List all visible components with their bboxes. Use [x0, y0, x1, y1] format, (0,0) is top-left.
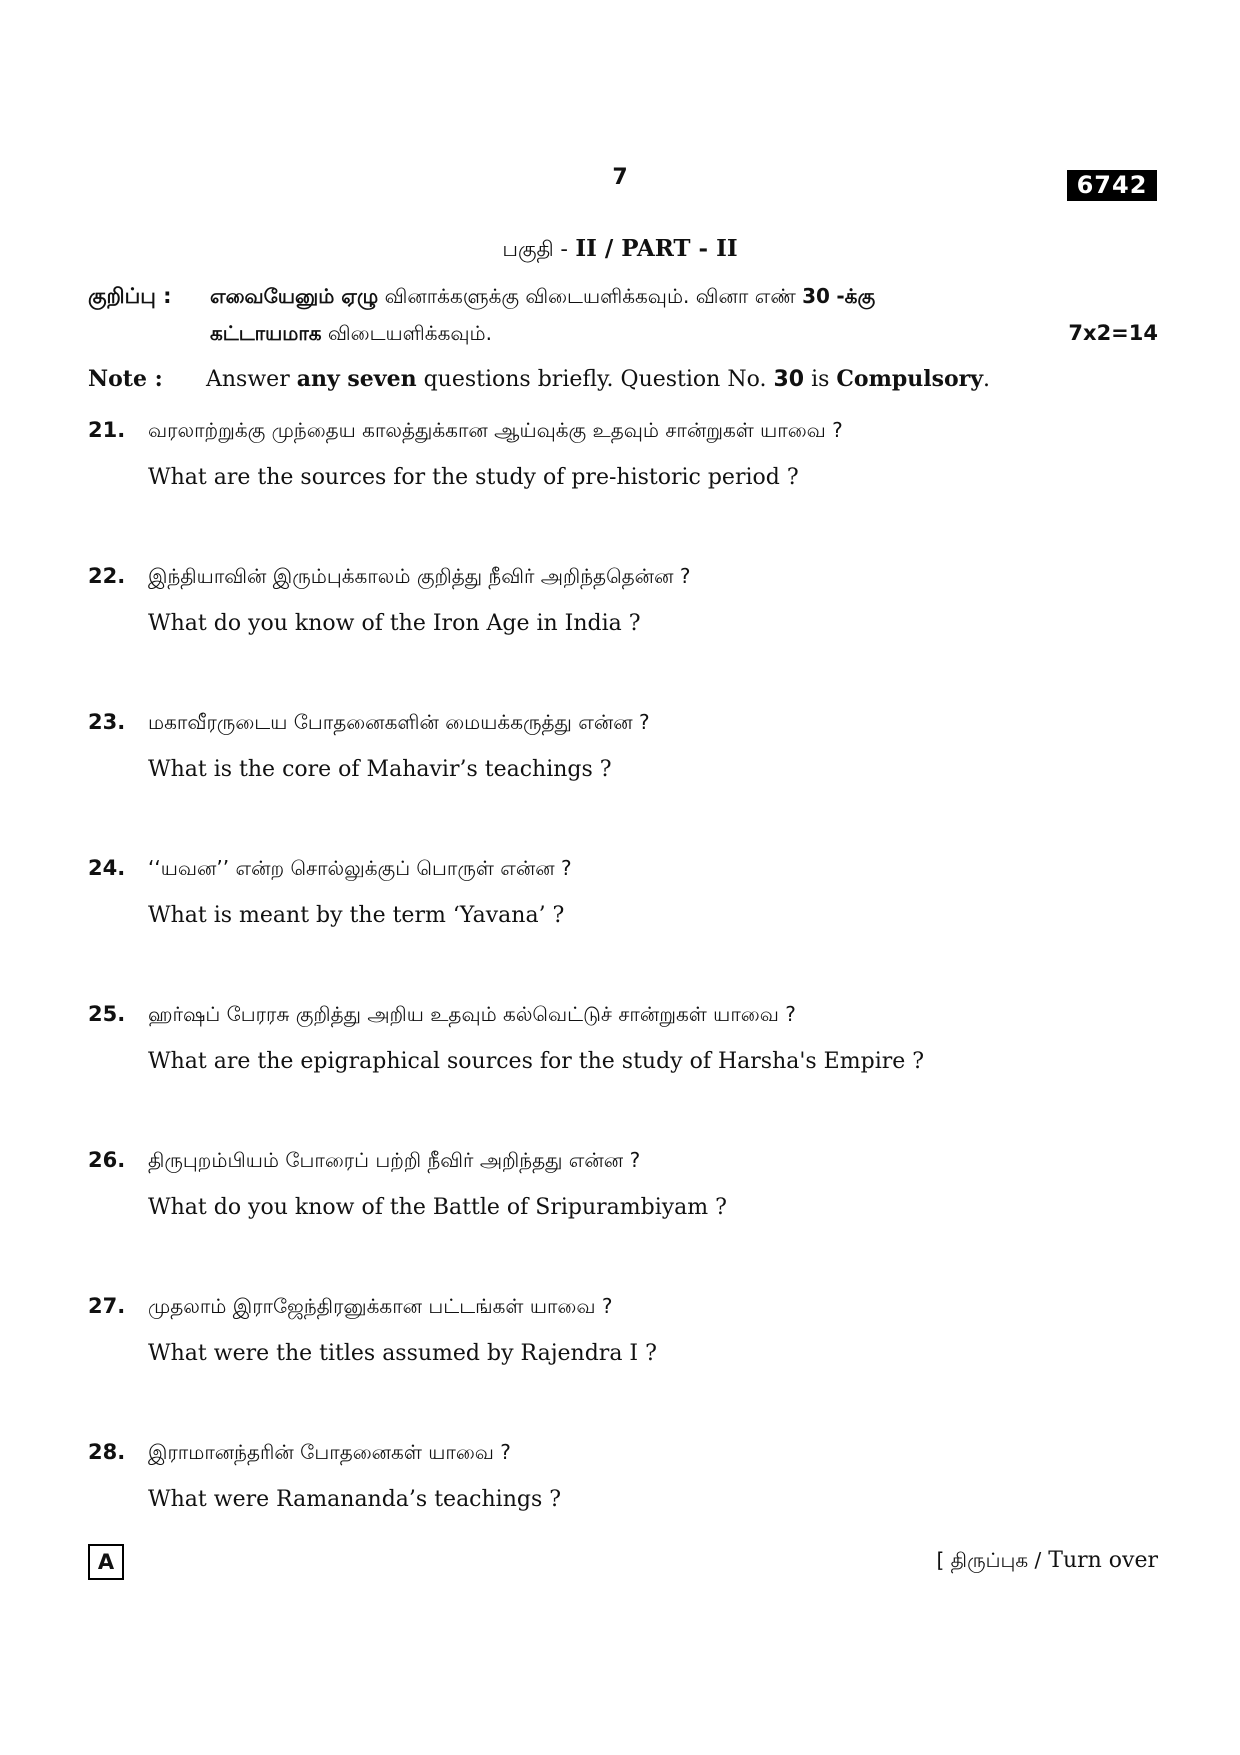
instruction-tamil-line2	[210, 321, 492, 348]
question-english: What are the sources for the study of pre-historic period ?	[148, 465, 799, 490]
question-tamil: மகாவீரருடைய போதனைகளின் மையக்கருத்து என்ன ?	[148, 710, 650, 734]
question-number: 22.	[88, 564, 126, 588]
note-t2: questions briefly. Question No.	[423, 367, 767, 392]
question-tamil: ஹர்ஷப் பேரரசு குறித்து அறிய உதவும் கல்வெட்டுச் சான்றுகள் யாவை ?	[148, 1002, 796, 1026]
note-t4: .	[983, 367, 991, 392]
note-compulsory: Compulsory	[836, 366, 984, 392]
part-heading	[0, 235, 1240, 264]
page-number: 7	[612, 165, 628, 190]
note-t1: Answer	[206, 367, 290, 392]
instruction-text2: -க்கு	[836, 284, 876, 308]
question-english: What were the titles assumed by Rajendra I ?	[148, 1341, 657, 1366]
question-english: What is meant by the term ‘Yavana’ ?	[148, 903, 565, 928]
note-t3: is	[811, 367, 830, 392]
note-label: Note :	[88, 366, 163, 392]
turn-over-tamil: [ திருப்புக /	[936, 1548, 1042, 1572]
instruction-bold-any-seven: எவையேனும் ஏழு	[210, 284, 379, 308]
question-number: 28.	[88, 1440, 126, 1464]
paper-code-badge: 6742	[1067, 170, 1157, 201]
question-number: 25.	[88, 1002, 126, 1026]
question-number: 21.	[88, 418, 126, 442]
series-box: A	[88, 1544, 124, 1580]
part-heading-roman: II / PART - II	[575, 235, 738, 262]
question-tamil: திருபுறம்பியம் போரைப் பற்றி நீவிர் அறிந்தது என்ன ?	[148, 1148, 641, 1172]
question-tamil: இராமானந்தரின் போதனைகள் யாவை ?	[148, 1440, 511, 1464]
note-text	[206, 366, 990, 392]
marks-allotment: 7x2=14	[1068, 321, 1158, 345]
note-any-seven: any seven	[296, 366, 417, 392]
question-tamil: இந்தியாவின் இரும்புக்காலம் குறித்து நீவிர் அறிந்ததென்ன ?	[148, 564, 691, 588]
question-english: What do you know of the Iron Age in India ?	[148, 611, 641, 636]
instruction-tamil-line1	[210, 284, 1100, 311]
question-tamil: வரலாற்றுக்கு முந்தைய காலத்துக்கான ஆய்வுக்கு உதவும் சான்றுகள் யாவை ?	[148, 418, 843, 442]
question-number: 24.	[88, 856, 126, 880]
question-english: What is the core of Mahavir’s teachings ?	[148, 757, 612, 782]
instruction-text1: வினாக்களுக்கு விடையளிக்கவும். வினா எண்	[384, 284, 796, 308]
instruction-bold-compulsory: கட்டாயமாக	[210, 321, 322, 345]
note-question-number: 30	[773, 367, 805, 392]
question-tamil: ‘‘யவன’’ என்ற சொல்லுக்குப் பொருள் என்ன ?	[148, 856, 572, 880]
instruction-label: குறிப்பு :	[88, 284, 172, 308]
question-english: What do you know of the Battle of Sripurambiyam ?	[148, 1195, 727, 1220]
question-tamil: முதலாம் இராஜேந்திரனுக்கான பட்டங்கள் யாவை ?	[148, 1294, 613, 1318]
question-english: What were Ramananda’s teachings ?	[148, 1487, 562, 1512]
instruction-text3: விடையளிக்கவும்.	[327, 321, 492, 345]
instruction-question-number: 30	[802, 284, 830, 308]
part-heading-tamil: பகுதி -	[502, 237, 568, 261]
question-number: 27.	[88, 1294, 126, 1318]
question-english: What are the epigraphical sources for the study of Harsha's Empire ?	[148, 1049, 925, 1074]
question-number: 26.	[88, 1148, 126, 1172]
turn-over-label	[937, 1548, 1158, 1575]
question-number: 23.	[88, 710, 126, 734]
turn-over-english: Turn over	[1048, 1548, 1158, 1573]
